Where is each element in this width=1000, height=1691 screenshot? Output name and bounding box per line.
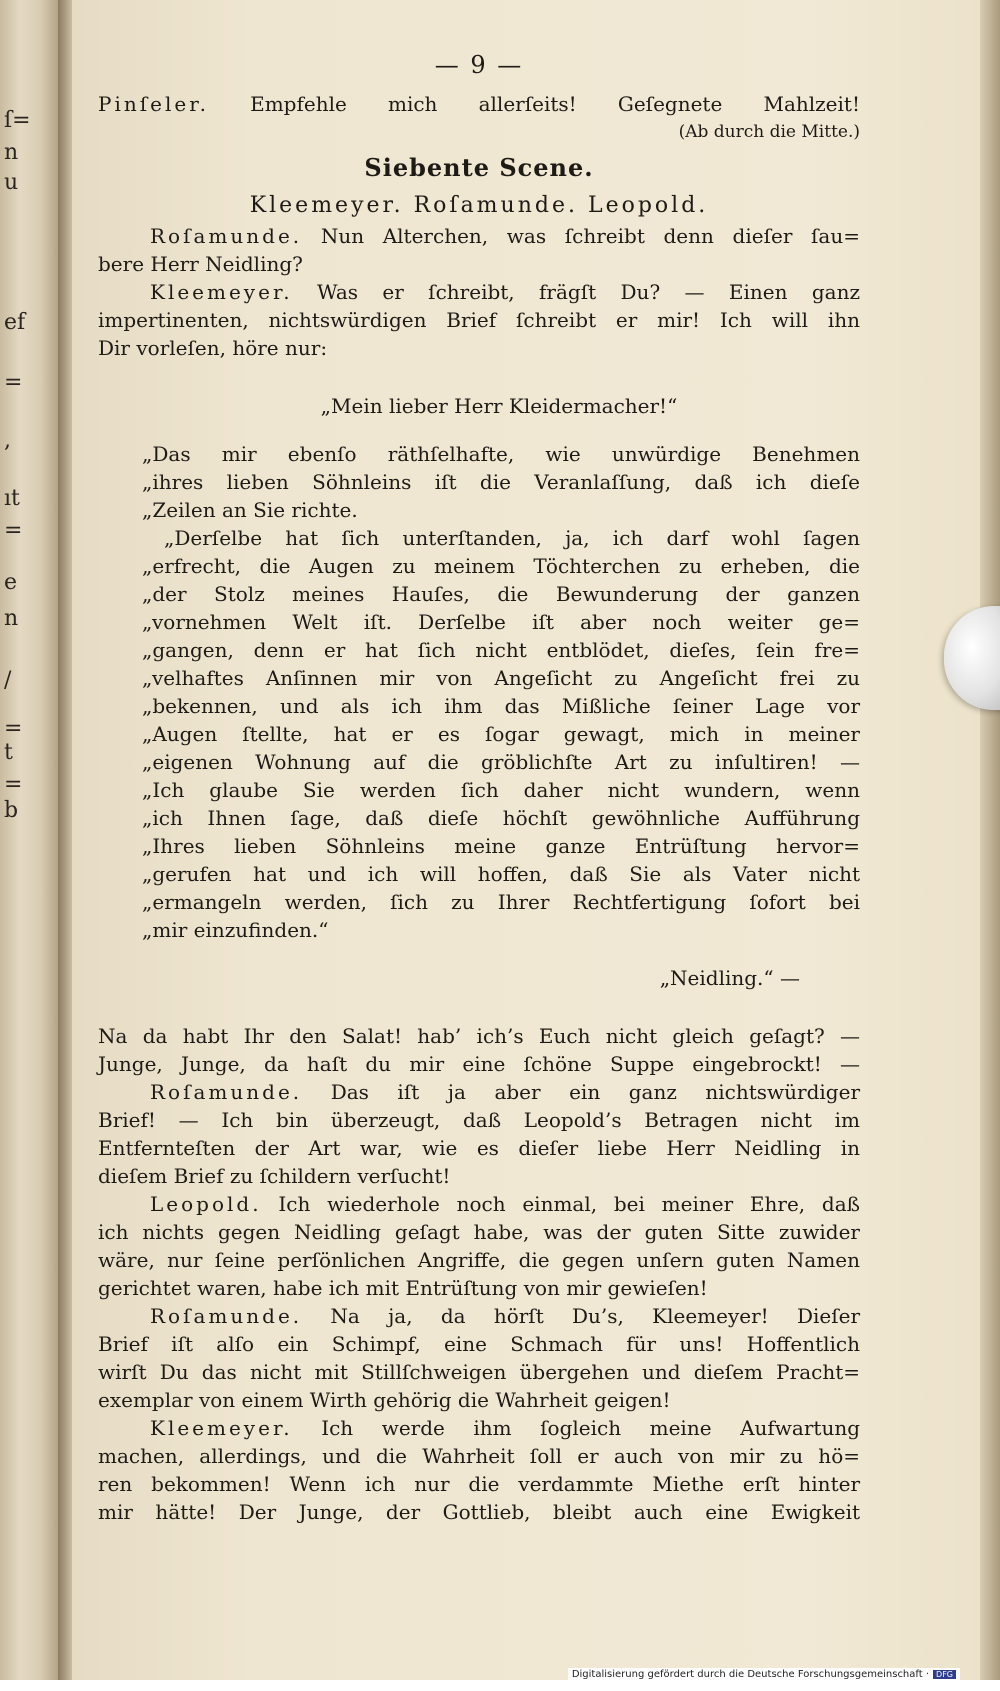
margin-fragment: b	[4, 798, 19, 823]
speech-line: machen, allerdings, und die Wahrheit ſoll er auch von mir zu hö=	[98, 1444, 860, 1468]
letter-line: „vornehmen Welt iſt. Derſelbe iſt aber noch weiter ge=	[142, 610, 860, 634]
margin-fragment: =	[4, 772, 23, 797]
margin-fragment: u	[4, 170, 19, 195]
speaker-name: Roſamunde.	[150, 1080, 303, 1104]
dialogue-line	[98, 1414, 860, 1442]
speech-text: Das iſt ja aber ein ganz nichtswürdiger	[330, 1080, 861, 1104]
speech-text: Ich werde ihm ſogleich meine Aufwartung	[321, 1416, 861, 1440]
letter-line: „ihres lieben Söhnleins iſt die Veranlaſſung, daß ich dieſe	[142, 470, 860, 494]
dialogue-line	[98, 1078, 860, 1106]
speaker-name: Pinſeler.	[98, 92, 209, 116]
letter-line: „gangen, denn er hat ſich nicht entblödet, dieſes, ſein fre=	[142, 638, 860, 662]
speech-line: ren bekommen! Wenn ich nur die verdammte Miethe erſt hinter	[98, 1472, 860, 1496]
letter-body	[98, 440, 860, 944]
letter-line: „erfrecht, die Augen zu meinem Töchterchen zu erheben, die	[142, 554, 860, 578]
dfg-logo: DFG	[933, 1670, 956, 1679]
dialogue-block-1	[98, 222, 860, 362]
letter-line: „ermangeln werden, ſich zu Ihrer Rechtfertigung ſofort bei	[142, 890, 860, 914]
speech-line: bere Herr Neidling?	[98, 252, 303, 276]
margin-fragment: ıt	[4, 486, 20, 511]
speech-line: Entfernteſten der Art war, wie es dieſer liebe Herr Neidling in	[98, 1136, 860, 1160]
dialogue-line	[98, 222, 860, 250]
letter-line: „Ich glaube Sie werden ſich daher nicht wundern, wenn	[142, 778, 860, 802]
speech-line: mir hätte! Der Junge, der Gottlieb, bleibt auch eine Ewigkeit	[98, 1500, 860, 1524]
margin-fragment: n	[4, 140, 19, 165]
margin-fragment: =	[4, 518, 23, 543]
speech-text: Empfehle mich allerſeits! Geſegnete Mahlzeit!	[250, 92, 860, 116]
speaker-name: Leopold.	[150, 1192, 262, 1216]
margin-fragment: =	[4, 716, 23, 741]
speech-text: Na ja, da hörſt Du’s, Kleemeyer! Dieſer	[330, 1304, 861, 1328]
speaker-name: Roſamunde.	[150, 224, 303, 248]
letter-line: „Augen ſtellte, hat er es ſogar gewagt, mich in meiner	[142, 722, 860, 746]
speech-line: ich nichts gegen Neidling geſagt habe, was der guten Sitte zuwider	[98, 1220, 860, 1244]
book-gutter	[58, 0, 72, 1680]
continuation	[98, 1022, 860, 1078]
funding-credit	[568, 1668, 960, 1681]
speech-line: Dir vorleſen, höre nur:	[98, 336, 328, 360]
speech-line: Brief! — Ich bin überzeugt, daß Leopold’s Betragen nicht im	[98, 1108, 860, 1132]
speech-line: Na da habt Ihr den Salat! hab’ ich’s Euch nicht gleich geſagt? —	[98, 1024, 860, 1048]
scene-title: Siebente Scene.	[364, 153, 594, 182]
dialogue-line	[98, 1190, 860, 1218]
page-text	[98, 40, 860, 1526]
letter-line: „Ihres lieben Söhnleins meine ganze Entrüſtung hervor=	[142, 834, 860, 858]
margin-fragment: ſ=	[4, 108, 31, 133]
letter-line: „velhaftes Anſinnen mir von Angeſicht zu Angeſicht frei zu	[142, 666, 860, 690]
speech-line: dieſem Brief zu ſchildern verſucht!	[98, 1164, 451, 1188]
margin-fragment: =	[4, 370, 23, 395]
margin-fragment: ef	[4, 310, 26, 335]
letter-signature: „Neidling.“ —	[659, 966, 800, 990]
speech-line: impertinenten, nichtswürdigen Brief ſchreibt er mir! Ich will ihn	[98, 308, 860, 332]
speech-text: Nun Alterchen, was ſchreibt denn dieſer ſau=	[320, 224, 860, 248]
letter-line: „eigenen Wohnung auf die gröblichſte Art zu inſultiren! —	[142, 750, 860, 774]
letter-line: „mir einzufinden.“	[142, 918, 329, 942]
page-right-edge	[980, 0, 1000, 1680]
letter-salutation: „Mein lieber Herr Kleidermacher!“	[320, 394, 678, 418]
dialogue-line	[98, 278, 860, 306]
letter-line: „bekennen, und als ich ihm das Mißliche ſeiner Lage vor	[142, 694, 860, 718]
stage-direction: (Ab durch die Mitte.)	[678, 122, 860, 142]
character-list: Kleemeyer. Roſamunde. Leopold.	[249, 193, 709, 218]
letter-line: „der Stolz meines Hauſes, die Bewunderung der ganzen	[142, 582, 860, 606]
footer-bar	[0, 1680, 1000, 1691]
funding-text: Digitalisierung gefördert durch die Deutsche Forschungsgemeinschaft ·	[571, 1669, 930, 1680]
margin-fragment: n	[4, 606, 19, 631]
letter-line: „ich Ihnen ſage, daß dieſe höchſt gewöhnliche Aufführung	[142, 806, 860, 830]
margin-fragment: /	[4, 668, 12, 693]
margin-fragment: ,	[4, 428, 11, 453]
dialogue-line	[98, 1302, 860, 1330]
speech-line: gerichtet waren, habe ich mit Entrüſtung von mir gewieſen!	[98, 1276, 708, 1300]
speaker-name: Roſamunde.	[150, 1304, 303, 1328]
previous-page-edge	[0, 0, 58, 1680]
letter-line: „gerufen hat und ich will hoffen, daß Sie als Vater nicht	[142, 862, 860, 886]
page-number: — 9 —	[434, 51, 524, 79]
speech-line: Brief iſt alſo ein Schimpf, eine Schmach für uns! Hoffentlich	[98, 1332, 860, 1356]
letter-line: „Das mir ebenſo räthſelhafte, wie unwürdige Benehmen	[142, 442, 860, 466]
speech-text: Was er ſchreibt, frägſt Du? — Einen ganz	[317, 280, 860, 304]
margin-fragment: e	[4, 570, 18, 595]
exit-line	[98, 90, 860, 118]
speech-line: wirſt Du das nicht mit Stillſchweigen übergehen und dieſem Pracht=	[98, 1360, 860, 1384]
speech-line: Junge, Junge, da haſt du mir eine ſchöne Suppe eingebrockt! —	[98, 1052, 860, 1076]
speech-text: Ich wiederhole noch einmal, bei meiner Ehre, daß	[278, 1192, 861, 1216]
speaker-name: Kleemeyer.	[150, 280, 293, 304]
speech-line: wäre, nur ſeine perſönlichen Angriffe, die gegen unſern guten Namen	[98, 1248, 860, 1272]
margin-fragment: t	[4, 740, 13, 765]
speech-line: exemplar von einem Wirth gehörig die Wahrheit geigen!	[98, 1388, 671, 1412]
letter-line: „Derſelbe hat ſich unterſtanden, ja, ich darf wohl ſagen	[164, 526, 860, 550]
speaker-name: Kleemeyer.	[150, 1416, 293, 1440]
dialogue-block-2	[98, 1078, 860, 1526]
letter-line: „Zeilen an Sie richte.	[142, 498, 358, 522]
